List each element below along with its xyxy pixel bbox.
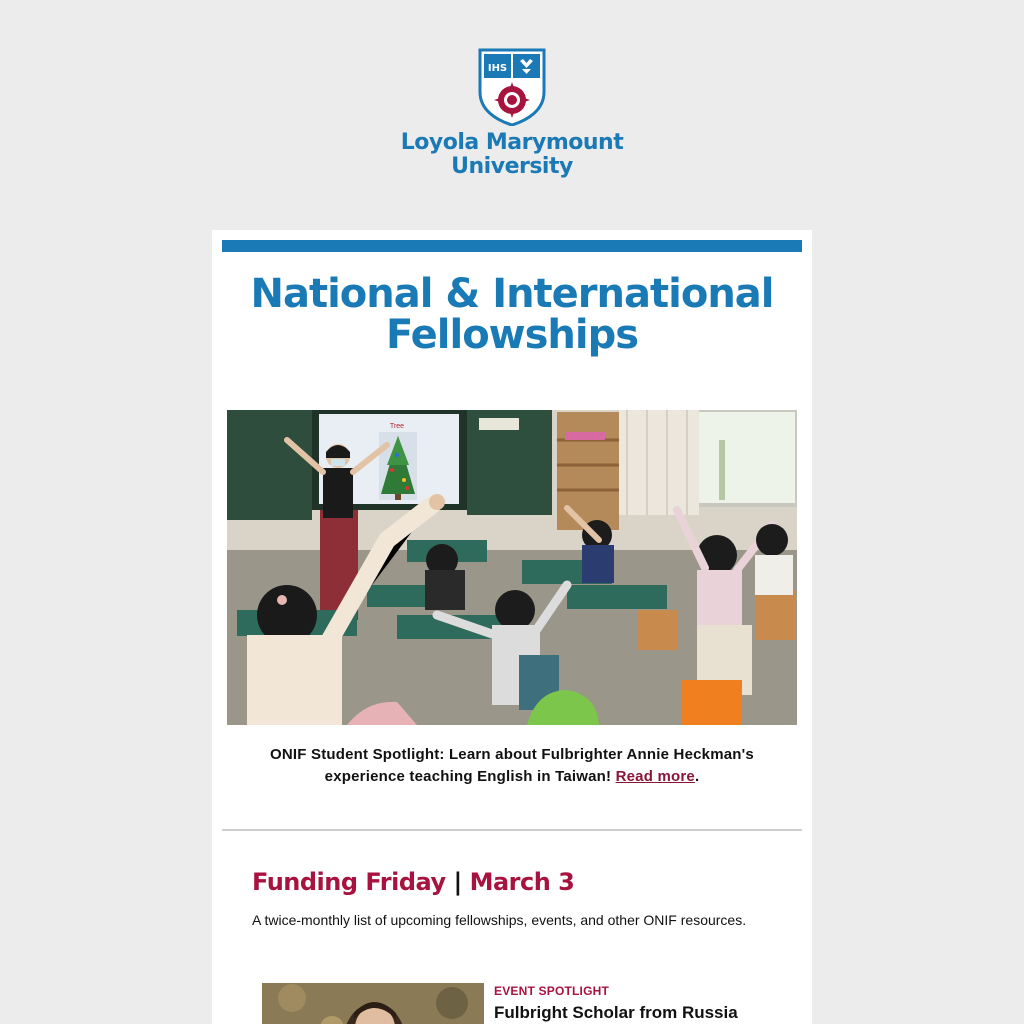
logo-text-line2: University bbox=[451, 154, 573, 179]
lmu-logo[interactable] bbox=[0, 0, 1024, 200]
caption-text: ONIF Student Spotlight: Learn about Fulbrighter Annie Heckman's experience teaching English in Taiwan! bbox=[270, 746, 754, 785]
title-line-2: Fellowships bbox=[385, 312, 639, 358]
lmu-shield-icon bbox=[478, 48, 546, 126]
heading-separator: | bbox=[453, 868, 462, 896]
funding-subtitle: A twice-monthly list of upcoming fellowships, events, and other ONIF resources. bbox=[252, 912, 747, 928]
logo-text-line1: Loyola Marymount bbox=[400, 130, 624, 155]
read-more-link[interactable]: Read more bbox=[615, 768, 695, 785]
title-line-1: National & International bbox=[250, 271, 774, 317]
shield-monogram: IHS bbox=[487, 63, 508, 74]
section-divider bbox=[222, 829, 802, 831]
caption-period: . bbox=[694, 768, 700, 785]
hero-classroom-image[interactable] bbox=[227, 410, 797, 725]
board-text: Tree bbox=[389, 423, 405, 430]
event-title-link[interactable]: Fulbright Scholar from Russia bbox=[494, 1003, 738, 1022]
newsletter-title bbox=[212, 271, 812, 358]
spotlight-caption bbox=[242, 744, 782, 788]
funding-date: March 3 bbox=[469, 868, 575, 896]
event-portrait-image[interactable] bbox=[262, 983, 484, 1024]
newsletter-card bbox=[212, 230, 812, 1024]
funding-title: Funding Friday bbox=[252, 868, 446, 896]
funding-friday-heading bbox=[252, 866, 574, 898]
event-spotlight-label: EVENT SPOTLIGHT bbox=[494, 984, 610, 998]
header-accent-bar bbox=[222, 240, 802, 252]
